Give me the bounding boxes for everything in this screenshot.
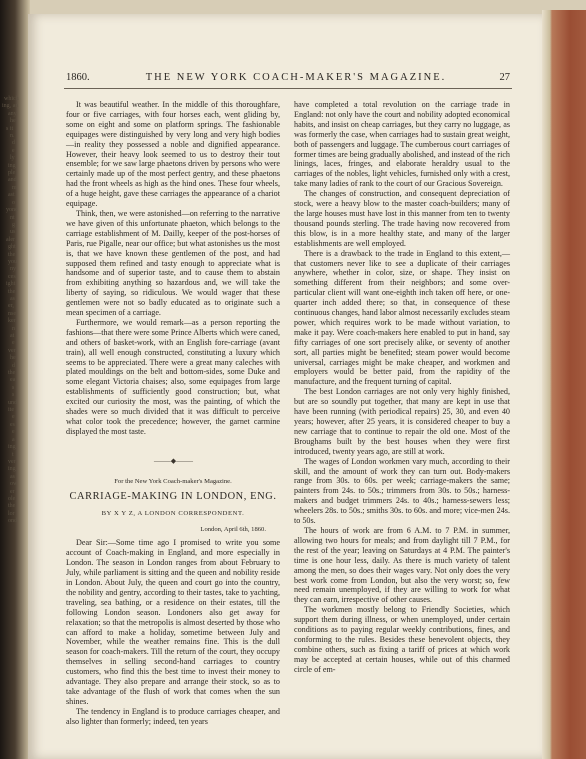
gutter-fragment: m: [12, 184, 17, 191]
gutter-fragment: ow: [10, 481, 18, 488]
paragraph: The best London carriages are not only very highly finished, but are so soundly put together, that many are kept in use that have been running (with periodical repairs) 25, 30, and even 40 years; however, after 25 years, it is considered cheaper to buy a new carriage that to continue to repair the old one. Most of the Broughams built by the best houses when they were first introduced, twenty years ago, are still at work.: [294, 387, 510, 456]
gutter-fragment: which: [4, 96, 19, 102]
gutter-fragment: ea: [10, 377, 16, 384]
gutter-fragment: as: [10, 473, 15, 480]
paragraph: The workmen mostly belong to Friendly Societies, which support them during illness, or when unemployed, under certain conditions as to paying regular weekly contributions, fines, and conforming to the rules. Besides these benevolent objects, they combine others, such as fixing a tariff of prices at which work may be accepted at certain houses, while out of this charmed circle of em-: [294, 605, 510, 674]
paragraph: have completed a total revolution on the carriage trade in England: not only have the court and nobility adopted economical habits, and insist on cheap carriages, but they carry no luggage, as was formerly the case, when carriages had to sustain great weight, both of passengers and luggage. The cumberous court carriages of former times are being gradually abolished, and instead of the rich linings, laces, fringes, and elaborate heraldry usual to the carriages of the nobles, light vehicles, furnished only with a crest, take many ladies of rank to the court of our Gracious Sovereign.: [294, 100, 510, 189]
gutter-fragment: the: [8, 370, 16, 377]
article-title: CARRIAGE-MAKING IN LONDON, ENG.: [69, 490, 277, 502]
gutter-fragment: the: [8, 503, 16, 510]
left-column-paragraphs: [66, 100, 280, 437]
right-column: [294, 100, 510, 675]
gutter-fragment: yond: [6, 207, 18, 214]
gutter-fragment: und: [8, 399, 17, 406]
gutter-fragment: ond: [8, 518, 17, 525]
gutter-fragment: any: [8, 110, 17, 117]
gutter-fragment: ny: [10, 266, 16, 273]
gutter-fragment: g: [12, 221, 15, 228]
gutter-fragment: e: [12, 340, 15, 347]
right-column-paragraphs: [294, 100, 510, 675]
left-column: [66, 100, 280, 727]
article-paragraphs: [66, 538, 280, 726]
gutter-fragment: nt: [10, 214, 15, 221]
gutter-fragment: and: [8, 177, 17, 184]
gutter-fragment: ght: [8, 244, 16, 251]
paragraph: The tendency in England is to produce carriages cheaper, and also lighter than formerly; indeed, ten years: [66, 706, 280, 726]
gutter-fragment: he: [10, 355, 16, 362]
gutter-fragment: ly: [10, 155, 15, 162]
gutter-fragment: er: [10, 488, 15, 495]
gutter-fragment: s: [12, 384, 15, 391]
gutter-fragment: t: [12, 451, 14, 458]
gutter-fragment: ing: [8, 466, 16, 473]
gutter-fragment: ole: [8, 495, 16, 502]
gutter-fragment: a: [12, 436, 15, 443]
paragraph: The hours of work are from 6 A.M. to 7 P.M. in summer, allowing two hours for meals; and from daylight till 7 P.M., for the rest of the year; leaving on Saturdays at 4 P.M. The painter's time is one hour less, daily. As there is much variety of talent among the men, so does their wages vary. Not only does the very best work come from London, but also the very worst; so, few need remain unemployed, if they are willing to work for what they can earn, irrespective of other causes.: [294, 525, 510, 605]
gutter-fragment: ker: [8, 318, 16, 325]
gutter-fragment: the: [8, 288, 16, 295]
paragraph: Furthermore, we would remark—as a person reporting the fashions—that there were some Prince Alberts which were caned, and others of basket-work, with an English fore-carriage (avant train), all well enough constructed, constituting a luxury which seems to be appreciated. There were a great many caleches with plated mouldings on the belt and bottom-sides, some Duke and some elegant Victoria chaises; also, some equipages from large establishments of sufficiently good construction; but, what excited our curiosity the most, was the painting, of which the shades were so much divided that it was difficult to perceive what color took the precedence; however, the garnet carmine displayed the most taste.: [66, 317, 280, 436]
article-intro: For the New York Coach-maker's Magazine.: [114, 477, 232, 485]
page-number: 27: [499, 72, 510, 83]
gutter-fragment: ight: [6, 281, 16, 288]
gutter-fragment: as: [10, 295, 15, 302]
gutter-fragment: er,: [8, 303, 14, 310]
header-rule: [64, 88, 512, 89]
section-ornament: ⸻ ◆ ⸻: [153, 456, 193, 465]
gutter-fragment: us: [10, 229, 16, 236]
gutter-fragment: ite: [8, 407, 14, 414]
gutter-fragment: ver: [8, 458, 16, 465]
article-byline: BY X Y Z, A LONDON CORRESPONDENT.: [101, 509, 245, 517]
gutter-fragment: n.: [10, 133, 15, 140]
facing-page-gutter-text: [0, 0, 30, 759]
gutter-fragment: d: [12, 140, 15, 147]
gutter-fragment: ing: [8, 162, 16, 169]
paragraph: There is a drawback to the trade in England to this extent,—that customers never like to see a duplicate of their carriages anywhere, whether in color, size, or shape. They insist on something different from their neighbors; and some over-particular client will want one-eighth inch taken off here, or one-quarter inch added there; so that, in consequence of these continuous changes, hand labor almost necessarily excludes steam power, which requires work to be made without variation, to make it pay. Were coach-makers here enabled to put in hand, say fifty carriages of one sort precisely alike, or seventy of another sort, all parties might be benefited; steam power would become universal, carriages might be make cheaper, and workmen and employers would be better paid, from the rapidity of the manufacture, and the frequent turning of capital.: [294, 248, 510, 387]
gutter-fragment: ple: [8, 170, 16, 177]
gutter-fragment: ver: [8, 347, 16, 354]
gutter-fragment: aler: [6, 236, 15, 243]
gutter-fragment: he: [10, 118, 16, 125]
gutter-fragment: s it: [6, 125, 14, 132]
header-year: 1860.: [66, 72, 90, 83]
gutter-fragment: nse: [8, 310, 16, 317]
paragraph: The changes of construction, and consequent depreciation of stock, were a heavy blow to the master coach-builders; many of the large houses must have lost in this manner from ten to twenty thousand pounds sterling. The trade having now recovered from this blow, is in a more healthy state, and many of the larger establishments are well employed.: [294, 189, 510, 248]
book-cover-edge: [542, 10, 586, 759]
gutter-fragment: n: [12, 325, 15, 332]
running-header: [66, 72, 510, 86]
gutter-fragment: lor: [8, 510, 15, 517]
gutter-fragment: es: [10, 421, 15, 428]
header-title: THE NEW YORK COACH-MAKER'S MAGAZINE.: [145, 72, 447, 83]
paragraph: The wages of London workmen vary much, according to their skill, and the amount of work they can turn out. Body-makers range from 30s. to 60s. per week; carriage-makers the same; painters from 24s. to 50s.; trimmers from 30s. to 50s.; harness-makers and budget trimmers 24s. to 40s.; harness-sewers less; wheelers 28s. to 50s.; smiths 30s. to 60s. and more; vice-men 24s. to 50s.: [294, 456, 510, 526]
gutter-fragment: ing: [8, 444, 16, 451]
paragraph: It was beautiful weather. In the middle of this thoroughfare, four or five carriages, with four horses each, went gliding by, some on eight and some on platform springs. The fashionable equipages were distinguished by very long and very high bodies—in reality they possessed a noble and dignified appearance. However, their heavy look seemed to us to destroy their tout ensemble; for we saw large phaetons driven by persons who were certainly made up of the most perfect gentry, and these phaetons had the front wheels as high as the hind ones. These four wheels, of a huge height, gave these carriages the appearance of a chariot equipage.: [66, 100, 280, 209]
gutter-fragment: d: [12, 362, 15, 369]
paragraph: Think, then, we were astonished—on referring to the narrative we have given of this unfortunate phaeton, which belongs to the carriage establishment of M. Dailly, keeper of the post-horses of Paris, rue Pigalle, near our office; but what astonishes us the most is, that we have known these gentlemen of the post, and had supposed them refined and tasty enough to appreciate what is handsome and of superior taste, and to cause them to abstain from exhibiting anything so hazardous and, we will take the liberty of saying, so ridiculous. We would wager that these gentlemen were not so badly educated as to originate such a mean specimen of a carriage.: [66, 208, 280, 318]
gutter-fragment: ing, an: [2, 103, 19, 110]
gutter-fragment: at: [10, 333, 15, 339]
gutter-fragment: you: [8, 258, 17, 265]
gutter-fragment: e: [12, 147, 15, 154]
paragraph: Dear Sir:—Some time ago I promised to write you some account of Coach-making in England, and more especially in London. The season in London ranges from about February to July, while parliament is sitting and the queen and nobility reside in London. About July, the queen and court go into the country, the nobility and gentry, according to their tastes, take to yachting, traveling, sea bathing, or a residence on their estates, till the following London season. Londoners also get away for relaxation; so that the metropolis is almost deserted by those who can afford to make a holiday, sometime between July and November, while the weather remains fine. This is the dull season for coach-makers. Till the return of the court, they occupy themselves in selling second-hand carriages to country customers, who find this the best time to invest their money to advantage. They also prepare and arrange their stock, so as to take advantage of the flush of work that comes when the sun shines.: [66, 538, 280, 706]
gutter-fragment: the: [8, 251, 16, 258]
gutter-fragment: e: [12, 429, 15, 436]
article-dateline: London, April 6th, 1860.: [200, 526, 266, 534]
gutter-fragment: s: [12, 392, 15, 399]
gutter-fragment: o: [12, 199, 15, 206]
gutter-fragment: ast: [8, 192, 15, 199]
gutter-fragment: e: [12, 414, 15, 421]
gutter-fragment: ces: [8, 273, 16, 280]
